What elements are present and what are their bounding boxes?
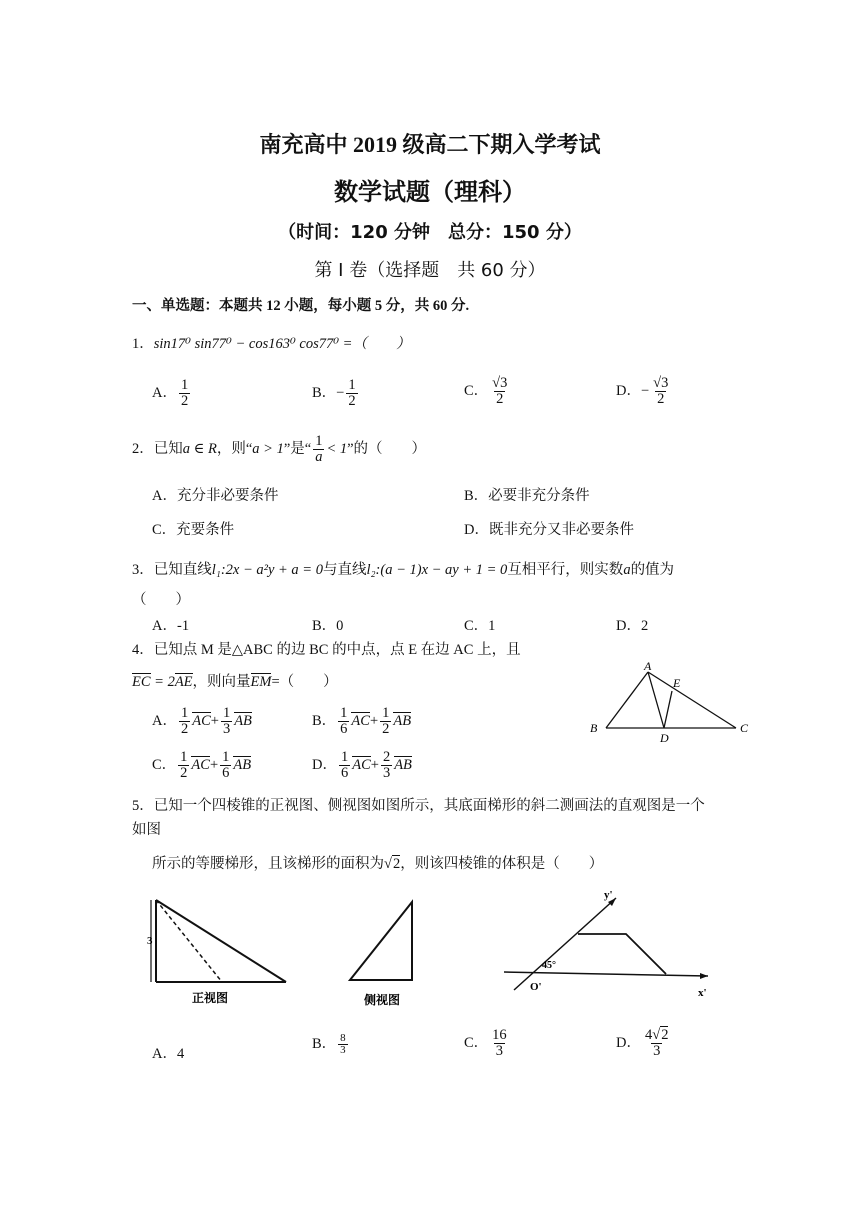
question-5 xyxy=(132,794,705,815)
subject-title: 数学试题（理科） xyxy=(334,180,526,206)
q3-option-c[interactable]: C．1 xyxy=(464,618,496,634)
q1-option-a[interactable] xyxy=(152,378,192,409)
q5-option-a[interactable]: A．4 xyxy=(152,1046,185,1062)
option-sign: − xyxy=(640,383,650,400)
q5-option-d[interactable]: D． $\frac{4√2}{3}$ xyxy=(616,1027,669,1060)
q2-fraction: $\frac{1}{a}$ xyxy=(315,433,323,466)
q4-vector-line xyxy=(132,670,338,691)
exam-title: 南充高中 2019 级高二下期入学考试 xyxy=(259,132,601,157)
side-triangle xyxy=(350,902,412,980)
q2-condition: a ∈ R xyxy=(182,441,217,458)
q5-text-line3: 所示的等腰梯形，且该梯形的面积为√2，则该四棱锥的体积是（ ） xyxy=(152,856,604,872)
q2-p: a > 1 xyxy=(252,441,284,458)
q4-text: =（ ） xyxy=(271,674,338,690)
point-a-label: A xyxy=(644,659,652,673)
q1-option-d[interactable] xyxy=(616,376,672,407)
q1-option-b[interactable] xyxy=(312,378,360,409)
question-number: 4． xyxy=(132,642,154,658)
question-3 xyxy=(132,558,674,579)
q3-option-b[interactable]: B．0 xyxy=(312,618,344,634)
q4-option-b[interactable]: B． $\frac{1}{6}$ AC+ $\frac{1}{2}$ AB xyxy=(312,705,412,738)
option-sign: − xyxy=(336,385,345,402)
side-view-figure xyxy=(340,892,430,1012)
front-hypotenuse xyxy=(156,900,286,982)
question-number: 1． xyxy=(132,336,154,352)
line-l1-equation: l₁:2x − a²y + a = 0 xyxy=(211,562,323,578)
vector-em: EM xyxy=(250,674,272,690)
question-1 xyxy=(132,332,410,353)
q3-text: 与直线 xyxy=(322,562,367,578)
x-axis xyxy=(504,972,708,976)
section-heading: 一、单选题：本题共 12 小题，每小题 5 分，共 60 分. xyxy=(132,298,470,314)
q4-option-a[interactable]: A． $\frac{1}{2}$ AC+ $\frac{1}{3}$ AB xyxy=(152,705,252,738)
point-e-label: E xyxy=(673,676,681,690)
q3-option-a[interactable]: A．-1 xyxy=(152,618,190,634)
time-score-line: （时间：120 分钟 总分：150 分） xyxy=(278,222,582,243)
vector-ae: AE xyxy=(174,674,193,690)
oblique-drawing-figure xyxy=(500,886,720,1006)
point-b-label: B xyxy=(590,721,598,735)
q2-suffix: ”的（ ） xyxy=(347,441,427,458)
front-view-label: 正视图 xyxy=(192,991,229,1005)
q3-var: a xyxy=(623,562,631,578)
q5-text: 已知一个四棱锥的正视图、侧视图如图所示，其底面梯形的斜二测画法的直观图是一个 xyxy=(153,798,705,814)
q2-option-a[interactable]: A．充分非必要条件 xyxy=(152,488,279,504)
q1-option-c[interactable] xyxy=(464,376,511,407)
option-label: D． xyxy=(616,383,641,400)
q4-eq: = 2 xyxy=(154,674,175,690)
side-ab xyxy=(606,672,648,728)
y-axis-label: y' xyxy=(604,889,613,901)
q4-text: ，则向量 xyxy=(192,674,251,690)
q2-option-c[interactable]: C．充要条件 xyxy=(152,522,235,538)
origin-label: O' xyxy=(530,981,542,993)
q2-option-d[interactable]: D．既非充分又非必要条件 xyxy=(464,522,634,538)
height-label: 3 xyxy=(147,935,153,947)
point-d-label: D xyxy=(660,731,669,744)
x-axis-arrow xyxy=(700,973,708,979)
option-fraction: $\frac{√3}{2}$ xyxy=(492,375,508,408)
q4-text: 已知点 M 是△ABC 的边 BC 的中点，点 E 在边 AC 上，且 xyxy=(153,642,521,658)
y-axis xyxy=(514,898,616,990)
q5-text-line2: 如图 xyxy=(132,822,161,838)
q2-option-b[interactable]: B．必要非充分条件 xyxy=(464,488,590,504)
triangle-figure xyxy=(584,658,760,744)
question-number: 3． xyxy=(132,562,154,578)
angle-label: 45° xyxy=(542,960,556,971)
vector-ec: EC xyxy=(132,674,151,690)
q2-q-tail: < 1 xyxy=(326,441,348,458)
q2-text: ”是“ xyxy=(283,441,312,458)
q4-option-c[interactable]: C． $\frac{1}{2}$ AC+ $\frac{1}{6}$ AB xyxy=(152,749,252,782)
question-1-expression: sin17⁰ sin77⁰ − cos163⁰ cos77⁰ =（ ） xyxy=(153,336,411,352)
question-4 xyxy=(132,638,521,659)
option-fraction: $\frac{1}{2}$ xyxy=(348,377,356,410)
option-label: B． xyxy=(312,385,337,402)
q2-prefix: 已知 xyxy=(153,441,183,458)
question-number: 5． xyxy=(132,798,154,814)
segment-ed xyxy=(664,691,672,728)
q3-option-d[interactable]: D．2 xyxy=(616,618,649,634)
side-view-label: 侧视图 xyxy=(364,993,401,1007)
trapezoid-outline xyxy=(578,934,666,974)
q5-option-c[interactable]: C． $\frac{16}{3}$ xyxy=(464,1027,507,1060)
x-axis-label: x' xyxy=(698,987,707,999)
front-dashed-line xyxy=(156,900,222,982)
front-view-figure xyxy=(140,892,300,1012)
q4-option-d[interactable]: D． $\frac{1}{6}$ AC+ $\frac{2}{3}$ AB xyxy=(312,749,412,782)
point-c-label: C xyxy=(740,721,749,735)
q3-text: 互相平行，则实数 xyxy=(507,562,624,578)
line-l2-equation: l₂:(a − 1)x − ay + 1 = 0 xyxy=(366,562,508,578)
question-2 xyxy=(132,434,426,465)
option-label: A． xyxy=(152,385,177,402)
q3-text: 已知直线 xyxy=(153,562,212,578)
option-fraction: $\frac{1}{2}$ xyxy=(180,377,189,410)
option-label: C． xyxy=(464,383,489,400)
question-number: 2． xyxy=(132,441,154,458)
q5-option-b[interactable]: B． $\frac{8}{3}$ xyxy=(312,1031,346,1057)
volume-title: 第 Ⅰ 卷（选择题 共 60 分） xyxy=(314,260,546,281)
q2-text: ，则“ xyxy=(216,441,253,458)
q3-paren: （ ） xyxy=(132,592,190,608)
q3-text: 的值为 xyxy=(630,562,675,578)
option-fraction: $\frac{√3}{2}$ xyxy=(653,375,669,408)
